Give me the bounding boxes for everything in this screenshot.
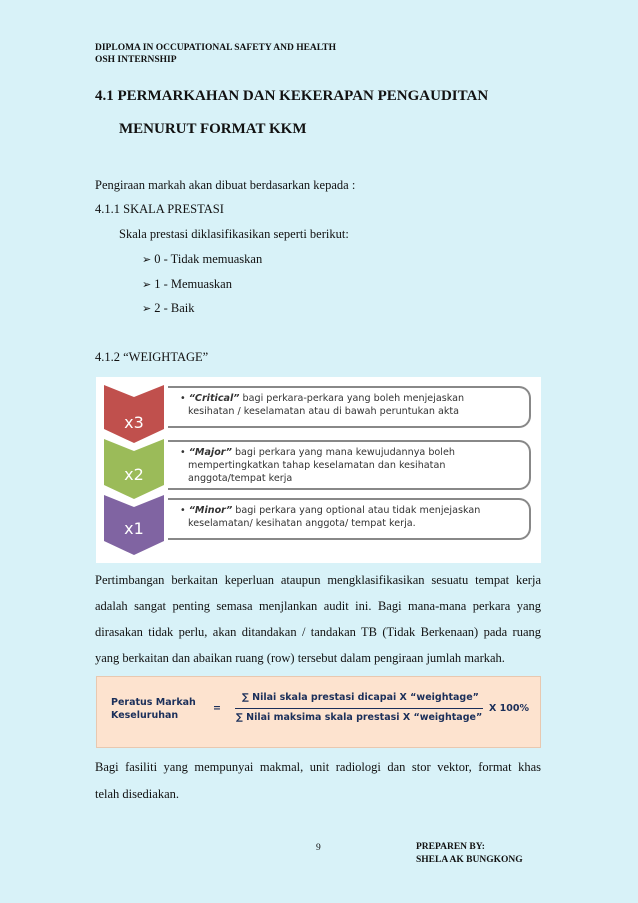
card-text: bagi perkara-perkara yang boleh menjejaskan: [239, 393, 465, 404]
weightage-card-major: [168, 440, 531, 490]
arrow-bullet-icon: ➢: [142, 278, 152, 291]
formula-lhs-line2: Keseluruhan: [111, 710, 179, 721]
skala-item-2: [142, 301, 195, 316]
header-course: OSH INTERNSHIP: [95, 55, 177, 65]
multiplier-x2: x2: [124, 465, 144, 484]
card-line2: mempertingkatkan tahap keselamatan dan kesihatan: [188, 460, 446, 471]
card-line1: • “Major” bagi perkara yang mana kewujudannya boleh: [180, 447, 455, 458]
header-program: DIPLOMA IN OCCUPATIONAL SAFETY AND HEALTH: [95, 43, 336, 53]
formula-denominator: ∑ Nilai maksima skala prestasi X “weightage”: [236, 712, 483, 723]
formula-equals: =: [213, 703, 221, 714]
intro-text: Pengiraan markah akan dibuat berdasarkan kepada :: [95, 178, 356, 192]
keyword-minor: “Minor”: [188, 505, 233, 516]
skala-item-0: [142, 252, 262, 267]
formula-numerator: ∑ Nilai skala prestasi dicapai X “weightage”: [242, 692, 479, 703]
formula-multiplier: X 100%: [489, 703, 529, 714]
paragraph1-line1: Pertimbangan berkaitan keperluan ataupun mengklasifikasikan sesuatu tempat kerja: [95, 573, 541, 587]
card-text: bagi perkara yang mana kewujudannya boleh: [231, 447, 455, 458]
card-line3: anggota/tempat kerja: [188, 473, 293, 484]
weightage-heading: 4.1.2 “WEIGHTAGE”: [95, 350, 209, 364]
section-title-line1: 4.1 PERMARKAHAN DAN KEKERAPAN PENGAUDITAN: [95, 88, 489, 104]
prepared-by-name: SHELA AK BUNGKONG: [416, 855, 523, 865]
arrow-bullet-icon: ➢: [142, 253, 152, 266]
multiplier-x3: x3: [124, 413, 144, 432]
multiplier-x1: x1: [124, 519, 144, 538]
skala-heading: 4.1.1 SKALA PRESTASI: [95, 202, 224, 216]
paragraph1-line2: adalah sangat penting semasa menjlankan audit ini. Bagi mana-mana perkara yang: [95, 599, 541, 613]
card-text: bagi perkara yang optional atau tidak menjejaskan: [232, 505, 481, 516]
paragraph2-line1: Bagi fasiliti yang mempunyai makmal, unit radiologi dan stor vektor, format khas: [95, 760, 541, 774]
card-line2: kesihatan / keselamatan atau di bawah peruntukan akta: [188, 406, 460, 417]
weightage-card-critical: [168, 386, 531, 428]
page-number: 9: [316, 843, 321, 853]
card-line2: keselamatan/ kesihatan anggota/ tempat kerja.: [188, 518, 416, 529]
card-line1: • “Critical” bagi perkara-perkara yang boleh menjejaskan: [180, 393, 465, 404]
keyword-major: “Major”: [188, 447, 232, 458]
skala-description: Skala prestasi diklasifikasikan seperti berikut:: [119, 227, 349, 241]
card-line1: • “Minor” bagi perkara yang optional atau tidak menjejaskan: [180, 505, 481, 516]
formula-box: [96, 676, 541, 748]
paragraph1-line3: dirasakan tidak perlu, akan ditandakan / tandakan TB (Tidak Berkenaan) pada ruang: [95, 625, 541, 639]
section-title-line2: MENURUT FORMAT KKM: [119, 121, 307, 137]
prepared-by-label: PREPAREN BY:: [416, 842, 485, 852]
keyword-critical: “Critical”: [188, 393, 240, 404]
skala-item-label: 1 - Memuaskan: [154, 277, 232, 291]
skala-item-label: 0 - Tidak memuaskan: [154, 252, 263, 266]
skala-item-label: 2 - Baik: [154, 301, 195, 315]
fraction-line: [235, 708, 483, 709]
skala-item-1: [142, 277, 232, 292]
arrow-bullet-icon: ➢: [142, 302, 152, 315]
weightage-card-minor: [168, 498, 531, 540]
paragraph1-line4: yang berkaitan dan abaikan ruang (row) tersebut dalam pengiraan jumlah markah.: [95, 651, 505, 665]
formula-lhs-line1: Peratus Markah: [111, 697, 196, 708]
paragraph2-line2: telah disediakan.: [95, 787, 179, 801]
weightage-figure: [96, 377, 541, 563]
